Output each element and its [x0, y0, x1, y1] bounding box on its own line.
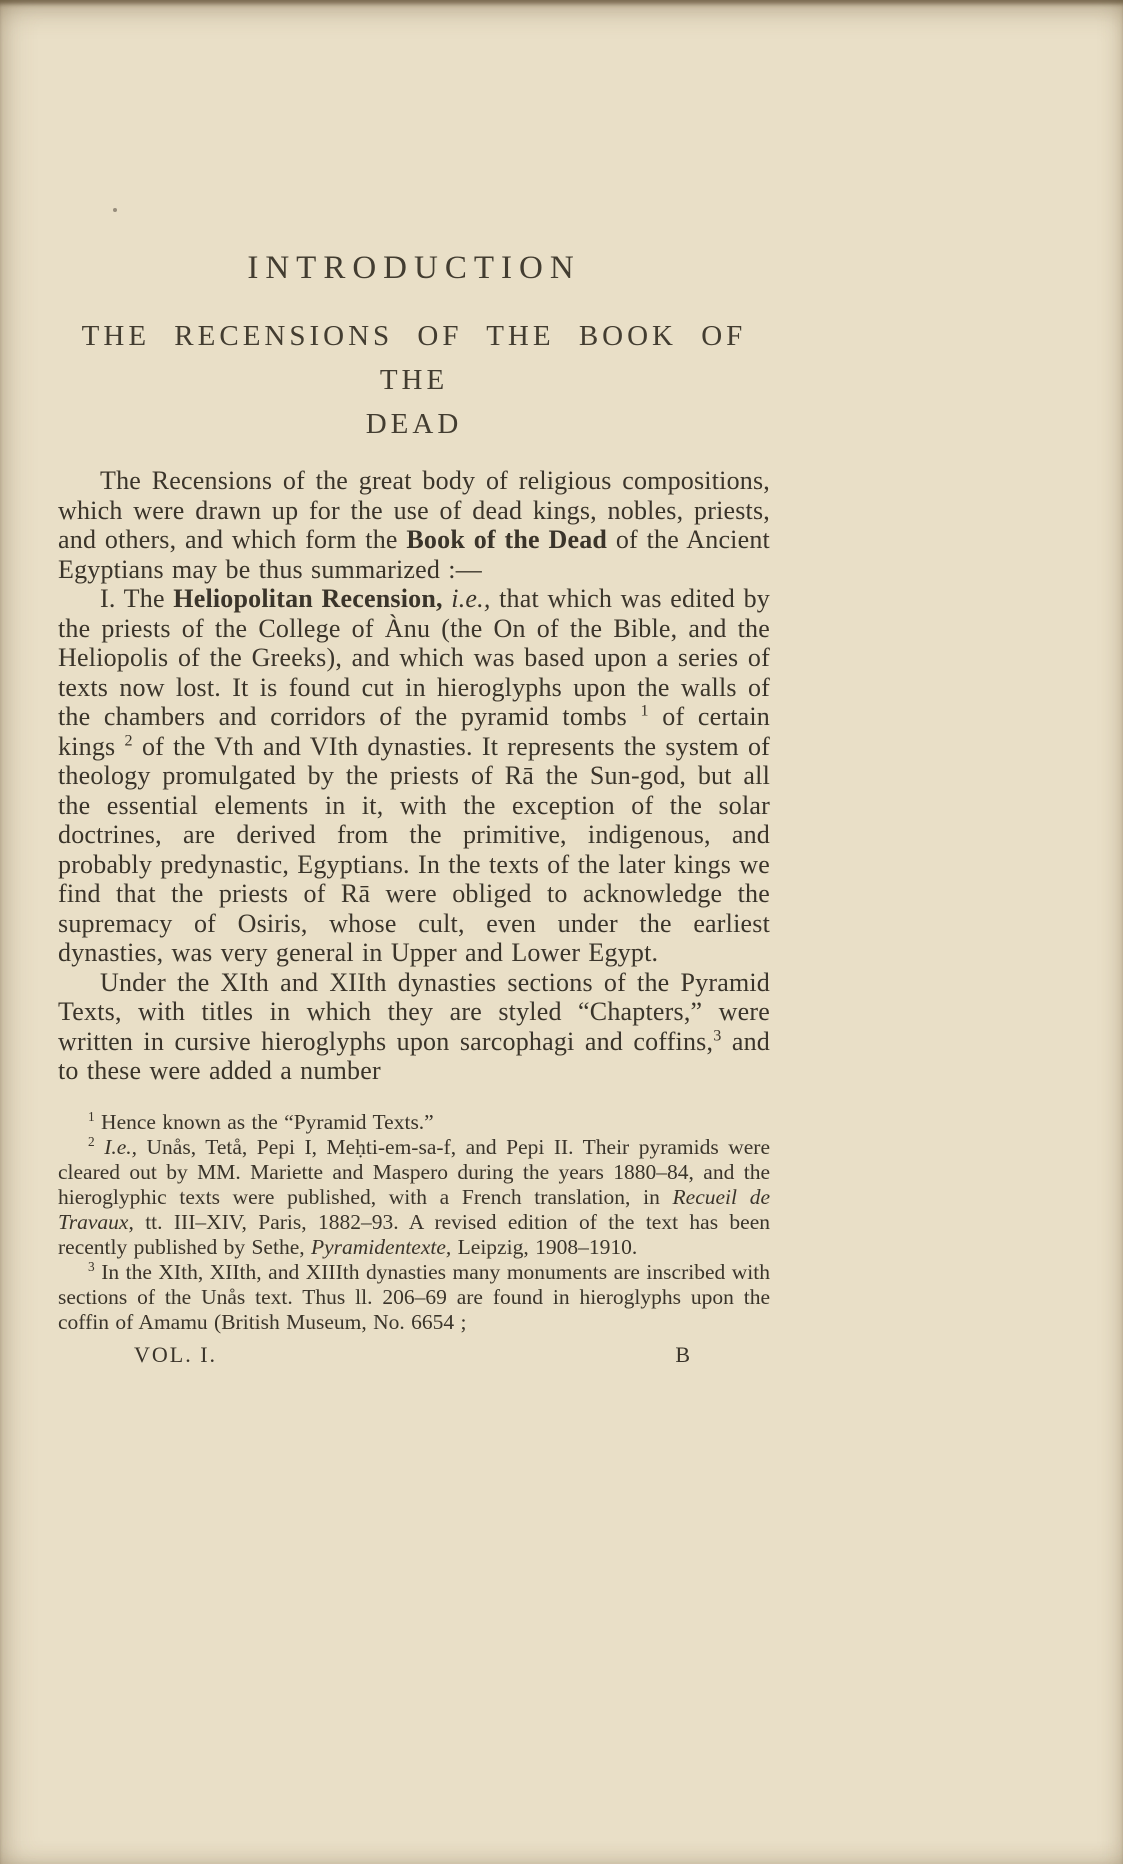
footnote-1: $^1$ Hence known as the “Pyramid Texts.” — [88, 1108, 434, 1134]
paragraph-heliopolitan-recension: I. The Heliopolitan Recension, i.e., that which was edited by the priests of the College of Ànu (the On of the Bible, and the Heliopolis of the Greeks), and which was based upon a series of texts now lost. It is found cut in hieroglyphs upon the walls of the chambers and corridors of the pyramid tombs $^1$ of certain kings $^2$ of the Vth and VIth dynasties. It represents the system of theology promulgated by the priests of Rā the Sun-god, but all the essential elements in it, with the exception of the solar doctrines, are derived from the primitive, indigenous, and probably predynastic, Egyptians. In the texts of the later kings we find that the priests of Rā were obliged to acknowledge the supremacy of Osiris, whose cult, even under the earliest dynasties, was very general in Upper and Lower Egypt. — [58, 584, 771, 967]
section-heading-line1: THE RECENSIONS OF THE BOOK OF THE — [81, 320, 747, 396]
text-column — [58, 248, 770, 1368]
signature-mark: B — [675, 1341, 692, 1367]
footnotes-section — [58, 1110, 770, 1335]
volume-label: VOL. I. — [134, 1341, 218, 1367]
footnote-2: $^2$ I.e., Unås, Tetå, Pepi I, Meḥti-em-sa-f, and Pepi II. Their pyramids were cleared out by MM. Mariette and Maspero during the years 1880–84, and the hieroglyphic texts were published, with a French translation, in Recueil de Travaux, tt. III–XIV, Paris, 1882–93. A revised edition of the text has been recently published by Sethe, Pyramidentexte, Leipzig, 1908–1910. — [58, 1133, 771, 1259]
page-footer — [58, 1342, 770, 1368]
chapter-title: INTRODUCTION — [247, 250, 581, 286]
footnote-3: $^3$ In the XIth, XIIth, and XIIIth dynasties many monuments are inscribed with sections of the Unås text. Thus ll. 206–69 are found in hieroglyphs upon the coffin of Amamu (British Museum, No. 6654 ; — [58, 1258, 770, 1334]
scan-speck — [113, 208, 117, 212]
section-heading — [58, 314, 770, 446]
paragraph-pyramid-texts-chapters: Under the XIth and XIIth dynasties sections of the Pyramid Texts, with titles in which they are styled “Chapters,” were written in cursive hieroglyphs upon sarcophagi and coffins,$^3$ and to these were added a number — [58, 967, 770, 1085]
body-text — [58, 466, 770, 1086]
paragraph-recensions-summary: The Recensions of the great body of religious compositions, which were drawn up for the use of dead kings, nobles, priests, and others, and which form the Book of the Dead of the Ancient Egyptians may be thus summarized :— — [58, 466, 770, 584]
section-heading-line2: DEAD — [365, 408, 463, 440]
